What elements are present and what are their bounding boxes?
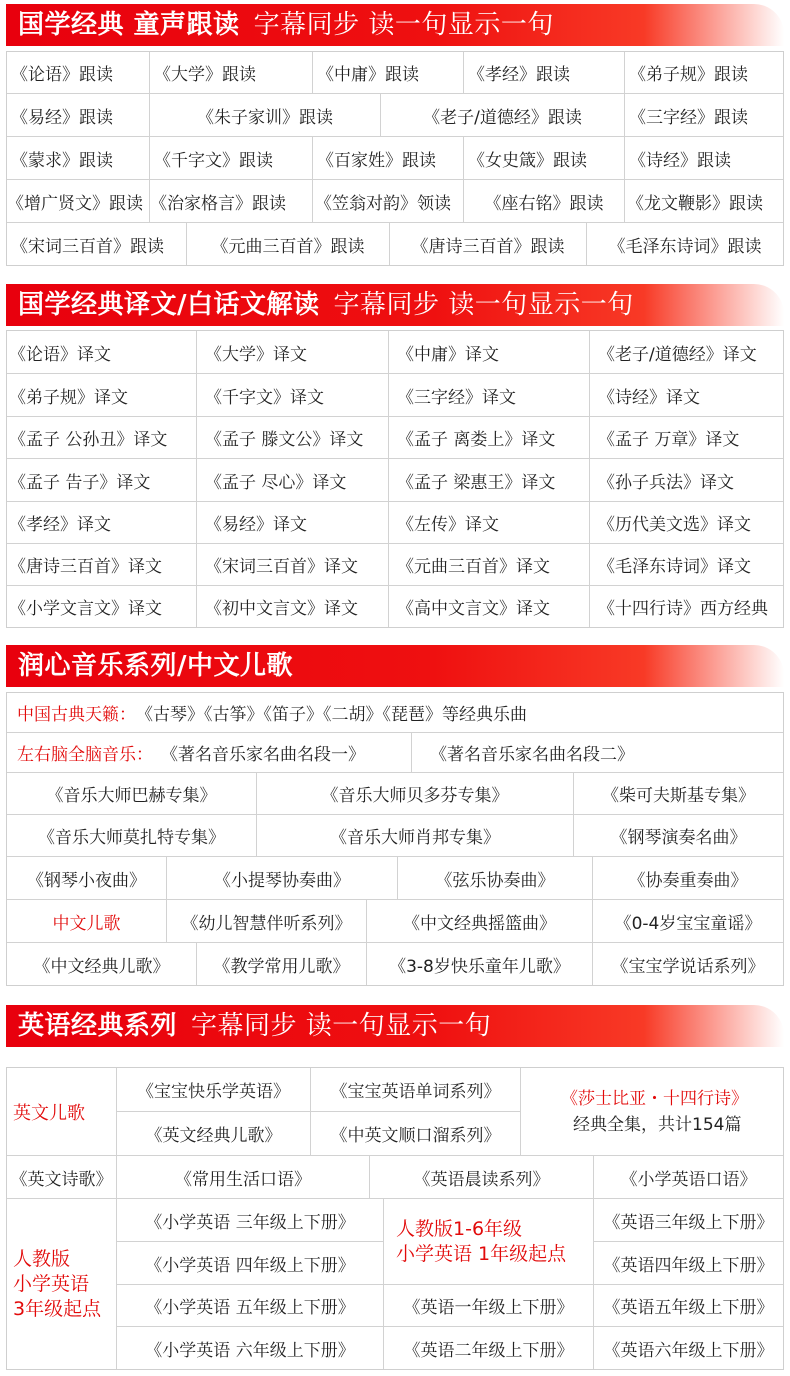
shakespeare-subtitle: 经典全集，共计154篇 [573, 1114, 742, 1135]
list-item[interactable]: 《英语二年级上下册》 [384, 1327, 594, 1369]
list-item[interactable]: 《孝经》跟读 [464, 52, 625, 94]
pep3-label-line: 人教版 [13, 1247, 71, 1270]
list-item[interactable]: 《毛泽东诗词》跟读 [608, 236, 762, 257]
guoxue-yiwen-table [6, 330, 784, 628]
list-item[interactable]: 《十四行诗》西方经典 [598, 599, 768, 619]
list-item[interactable]: 《宝宝学说话系列》 [611, 956, 765, 977]
list-item[interactable]: 《座右铭》跟读 [464, 180, 625, 223]
list-item[interactable]: 《易经》跟读 [7, 94, 150, 137]
list-item[interactable]: 《英文诗歌》 [7, 1156, 117, 1199]
list-item[interactable]: 《女史箴》跟读 [464, 137, 625, 180]
pep3-label-line: 3年级起点 [13, 1297, 102, 1320]
pep1-label-line: 人教版1-6年级 [396, 1217, 523, 1240]
list-item[interactable]: 《毛泽东诗词》译文 [590, 544, 783, 586]
list-item[interactable]: 《弦乐协奏曲》 [398, 857, 593, 900]
list-item[interactable]: 《唐诗三百首》跟读 [390, 223, 587, 265]
list-item[interactable]: 《高中文言文》译文 [389, 586, 590, 627]
list-item[interactable]: 《治家格言》跟读 [150, 180, 313, 223]
list-item[interactable]: 《英语五年级上下册》 [594, 1285, 783, 1327]
list-item[interactable]: 《论语》跟读 [7, 52, 150, 94]
section-title-sub: 字幕同步 读一句显示一句 [333, 290, 634, 320]
list-item[interactable]: 《诗经》译文 [590, 374, 783, 417]
list-item[interactable]: 《笠翁对韵》领读 [313, 180, 464, 223]
list-item[interactable]: 《英语一年级上下册》 [384, 1285, 594, 1327]
list-item[interactable]: 《幼儿智慧伴听系列》 [167, 900, 367, 943]
list-item[interactable]: 《教学常用儿歌》 [197, 943, 367, 985]
list-item[interactable]: 《论语》译文 [7, 331, 197, 374]
music-table [6, 692, 784, 986]
section-title [18, 4, 554, 46]
list-item[interactable]: 《诗经》跟读 [625, 137, 783, 180]
list-item[interactable]: 《三字经》译文 [389, 374, 590, 417]
list-item[interactable]: 《百家姓》跟读 [313, 137, 464, 180]
list-item[interactable]: 《孟子 梁惠王》译文 [389, 459, 590, 502]
list-item[interactable]: 《中英文顺口溜系列》 [311, 1112, 521, 1156]
section-title-main: 国学经典译文/白话文解读 [18, 290, 320, 320]
category-label-pep-grade3-start [7, 1199, 117, 1369]
list-item[interactable]: 《钢琴小夜曲》 [7, 857, 167, 900]
list-item[interactable]: 《三字经》跟读 [625, 94, 783, 137]
list-item[interactable]: 《孟子 尽心》译文 [197, 459, 389, 502]
list-item[interactable]: 《易经》译文 [197, 502, 389, 544]
list-item[interactable]: 《英语四年级上下册》 [594, 1242, 783, 1285]
guoxue-genddu-table [6, 51, 784, 266]
list-item[interactable]: 《著名音乐家名曲名段二》 [412, 733, 783, 773]
list-item[interactable]: 《小学英语 四年级上下册》 [117, 1242, 384, 1285]
list-item[interactable]: 《英语晨读系列》 [370, 1156, 594, 1199]
list-item[interactable]: 《左传》译文 [389, 502, 590, 544]
section-title-main: 国学经典 童声跟读 [18, 10, 240, 40]
list-item[interactable]: 《增广贤文》跟读 [7, 180, 150, 223]
section-title-main: 润心音乐系列/中文儿歌 [18, 651, 293, 681]
list-item[interactable]: 《宝宝快乐学英语》 [117, 1068, 311, 1112]
section-header-guoxue-yiwen [6, 284, 784, 326]
list-item[interactable]: 《常用生活口语》 [117, 1156, 370, 1199]
list-item[interactable]: 《柴可夫斯基专集》 [574, 773, 783, 815]
list-item[interactable]: 《朱子家训》跟读 [150, 94, 381, 137]
category-label-chinese-songs: 中文儿歌 [7, 900, 167, 943]
list-item[interactable]: 《大学》跟读 [150, 52, 313, 94]
list-item[interactable]: 《千字文》译文 [197, 374, 389, 417]
music-category-label: 左右脑全脑音乐： [17, 745, 153, 765]
list-item[interactable] [7, 693, 783, 733]
section-header-music [6, 645, 784, 687]
list-item[interactable]: 《音乐大师巴赫专集》 [7, 773, 257, 815]
list-item[interactable]: 《宋词三百首》译文 [197, 544, 389, 586]
list-item[interactable]: 《音乐大师贝多芬专集》 [257, 773, 574, 815]
list-item[interactable]: 《弟子规》译文 [7, 374, 197, 417]
list-item[interactable]: 《宝宝英语单词系列》 [311, 1068, 521, 1112]
english-table [6, 1067, 784, 1370]
list-item[interactable]: 《孟子 离娄上》译文 [389, 417, 590, 459]
section-title [18, 1005, 491, 1047]
list-item[interactable]: 《老子/道德经》译文 [590, 331, 783, 374]
list-item[interactable]: 《老子/道德经》跟读 [381, 94, 625, 137]
shakespeare-sonnets-card[interactable] [521, 1068, 783, 1156]
list-item[interactable]: 《龙文鞭影》跟读 [625, 180, 783, 223]
list-item[interactable]: 《蒙求》跟读 [7, 137, 150, 180]
list-item[interactable]: 《历代美文选》译文 [590, 502, 783, 544]
section-title-main: 英语经典系列 [18, 1011, 178, 1041]
list-item[interactable]: 《3-8岁快乐童年儿歌》 [367, 943, 593, 985]
list-item[interactable]: 《孙子兵法》译文 [590, 459, 783, 502]
list-item[interactable]: 《音乐大师肖邦专集》 [257, 815, 574, 857]
section-title-sub: 字幕同步 读一句显示一句 [253, 10, 554, 40]
list-item[interactable]: 《宋词三百首》跟读 [7, 223, 187, 265]
list-item[interactable]: 《中庸》跟读 [313, 52, 464, 94]
list-item[interactable]: 《元曲三百首》译文 [389, 544, 590, 586]
list-item[interactable]: 《唐诗三百首》译文 [7, 544, 197, 586]
list-item[interactable]: 《孟子 滕文公》译文 [197, 417, 389, 459]
list-item[interactable]: 《英语三年级上下册》 [594, 1199, 783, 1242]
music-category-items: 《古琴》《古筝》《笛子》《二胡》《琵琶》等经典乐曲 [136, 705, 527, 725]
list-item[interactable]: 《音乐大师莫扎特专集》 [7, 815, 257, 857]
list-item[interactable]: 《小提琴协奏曲》 [167, 857, 398, 900]
list-item[interactable] [7, 733, 412, 773]
list-item[interactable]: 《0-4岁宝宝童谣》 [593, 900, 783, 943]
section-header-english [6, 1005, 784, 1047]
list-item[interactable]: 《小学文言文》译文 [7, 586, 197, 627]
section-header-guoxue-genddu [6, 4, 784, 46]
list-item[interactable]: 《初中文言文》译文 [197, 586, 389, 627]
pep1-label-line: 小学英语 1年级起点 [396, 1242, 567, 1265]
list-item[interactable]: 《中文经典摇篮曲》 [367, 900, 593, 943]
list-item[interactable]: 《弟子规》跟读 [625, 52, 783, 94]
list-item[interactable]: 《孟子 告子》译文 [7, 459, 197, 502]
section-title-sub: 字幕同步 读一句显示一句 [191, 1011, 492, 1041]
list-item[interactable]: 《中庸》译文 [389, 331, 590, 374]
music-category-label: 中国古典天籁： [17, 705, 136, 725]
category-label-pep-grade1-start [384, 1199, 594, 1285]
category-label-english-songs: 英文儿歌 [7, 1068, 117, 1156]
list-item[interactable]: 《英语六年级上下册》 [603, 1340, 774, 1361]
list-item[interactable]: 《千字文》跟读 [150, 137, 313, 180]
section-title [18, 284, 634, 326]
list-item[interactable]: 《孟子 万章》译文 [590, 417, 783, 459]
list-item[interactable]: 《孝经》译文 [7, 502, 197, 544]
shakespeare-title: 《莎士比亚・十四行诗》 [561, 1088, 748, 1109]
list-item[interactable]: 《孟子 公孙丑》译文 [7, 417, 197, 459]
section-title [18, 645, 293, 687]
list-item[interactable]: 《小学英语 六年级上下册》 [117, 1327, 384, 1369]
music-item: 《著名音乐家名曲名段一》 [161, 745, 365, 765]
list-item[interactable]: 《小学英语 三年级上下册》 [117, 1199, 384, 1242]
list-item[interactable]: 《元曲三百首》跟读 [187, 223, 390, 265]
list-item[interactable]: 《钢琴演奏名曲》 [574, 815, 783, 857]
list-item[interactable]: 《协奏重奏曲》 [593, 857, 783, 900]
pep3-label-line: 小学英语 [13, 1272, 90, 1295]
list-item[interactable]: 《小学英语 五年级上下册》 [117, 1285, 384, 1327]
list-item[interactable]: 《中文经典儿歌》 [7, 943, 197, 985]
list-item[interactable]: 《大学》译文 [197, 331, 389, 374]
list-item[interactable]: 《英文经典儿歌》 [117, 1112, 311, 1156]
list-item[interactable]: 《小学英语口语》 [594, 1156, 783, 1199]
